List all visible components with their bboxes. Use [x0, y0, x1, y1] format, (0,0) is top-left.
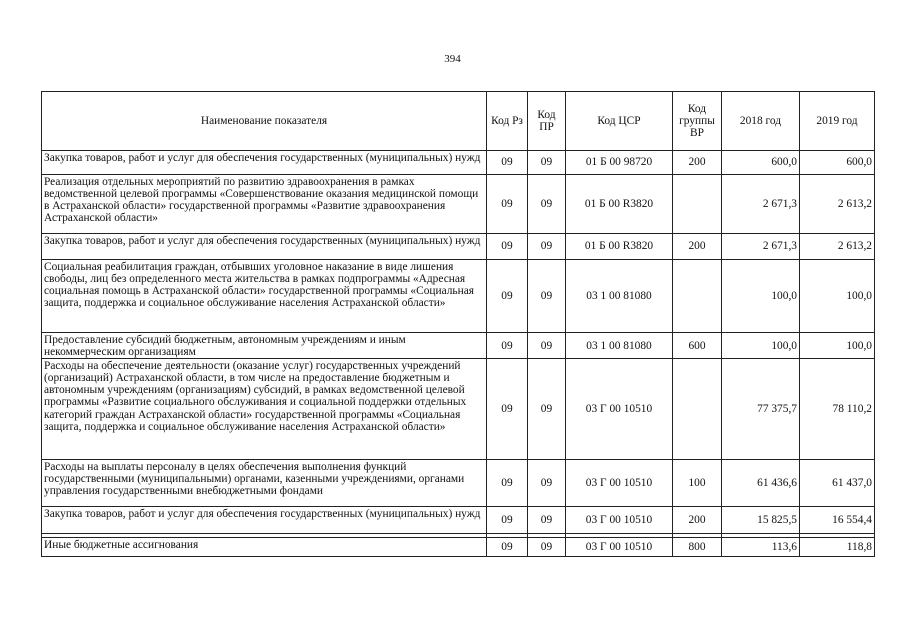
row-pr: 09 — [528, 151, 566, 175]
row-rz: 09 — [487, 234, 528, 260]
row-rz: 09 — [487, 460, 528, 507]
row-2018: 77 375,7 — [722, 359, 800, 460]
row-name: Реализация отдельных мероприятий по развитию здравоохранения в рамках ведомственной целевой программы «Совершенствование оказания медицинской помощи в Астраханской области» государственной программы «Развитие здравоохранения Астраханской области» — [42, 175, 487, 234]
row-2019: 2 613,2 — [800, 234, 875, 260]
table-row — [42, 359, 875, 460]
row-2018: 15 825,5 — [722, 507, 800, 534]
row-csr: 01 Б 00 R3820 — [566, 234, 673, 260]
row-name: Расходы на выплаты персоналу в целях обеспечения выполнения функций государственными (муниципальными) органами, казенными учреждениями, органами управления государственными внебюджетными фондами — [42, 460, 487, 507]
table-row — [42, 507, 875, 534]
row-pr: 09 — [528, 507, 566, 534]
row-rz: 09 — [487, 507, 528, 534]
row-2018: 61 436,6 — [722, 460, 800, 507]
row-vr: 800 — [673, 538, 722, 557]
row-vr — [673, 359, 722, 460]
row-name: Предоставление субсидий бюджетным, автономным учреждениям и иным некоммерческим организациям — [42, 333, 487, 359]
row-pr: 09 — [528, 260, 566, 333]
row-vr: 200 — [673, 234, 722, 260]
row-rz: 09 — [487, 260, 528, 333]
row-rz: 09 — [487, 333, 528, 359]
table-row — [42, 175, 875, 234]
row-vr — [673, 260, 722, 333]
row-vr — [673, 175, 722, 234]
row-rz: 09 — [487, 151, 528, 175]
row-2018: 2 671,3 — [722, 234, 800, 260]
row-2018: 100,0 — [722, 260, 800, 333]
row-name: Социальная реабилитация граждан, отбывших уголовное наказание в виде лишения свободы, лиц без определенного места жительства в рамках подпрограммы «Адресная социальная помощь в Астраханской области» государственной программы «Социальная защита, поддержка и социальное обслуживание населения Астраханской области» — [42, 260, 487, 333]
header-2019: 2019 год — [800, 92, 875, 151]
row-rz: 09 — [487, 538, 528, 557]
row-name: Закупка товаров, работ и услуг для обеспечения государственных (муниципальных) нужд — [42, 151, 487, 175]
header-pr: Код ПР — [528, 92, 566, 151]
budget-table — [41, 91, 875, 557]
row-csr: 03 Г 00 10510 — [566, 538, 673, 557]
row-pr: 09 — [528, 333, 566, 359]
row-name: Закупка товаров, работ и услуг для обеспечения государственных (муниципальных) нужд — [42, 507, 487, 534]
row-rz: 09 — [487, 359, 528, 460]
header-row — [42, 92, 875, 151]
row-2018: 100,0 — [722, 333, 800, 359]
row-csr: 01 Б 00 98720 — [566, 151, 673, 175]
header-rz: Код Рз — [487, 92, 528, 151]
row-2019: 600,0 — [800, 151, 875, 175]
header-csr: Код ЦСР — [566, 92, 673, 151]
header-name: Наименование показателя — [42, 92, 487, 151]
row-2019: 61 437,0 — [800, 460, 875, 507]
row-vr: 200 — [673, 151, 722, 175]
row-name: Расходы на обеспечение деятельности (оказание услуг) государственных учреждений (организаций) Астраханской области, в том числе на предоставление бюджетным и автономным учреждениям (организациям) субсидий, в рамках ведомственной целевой программы «Развитие социального обслуживания и социальной поддержки отдельных категорий граждан Астраханской области» государственной программы «Социальная защита, поддержка и социальное обслуживание населения Астраханской области» — [42, 359, 487, 460]
table-row — [42, 460, 875, 507]
row-vr: 100 — [673, 460, 722, 507]
header-vr: Код группы ВР — [673, 92, 722, 151]
row-vr: 600 — [673, 333, 722, 359]
table-row — [42, 260, 875, 333]
table-row — [42, 151, 875, 175]
row-vr: 200 — [673, 507, 722, 534]
row-pr: 09 — [528, 175, 566, 234]
page-number: 394 — [444, 53, 461, 65]
row-csr: 03 Г 00 10510 — [566, 359, 673, 460]
row-csr: 01 Б 00 R3820 — [566, 175, 673, 234]
table-row — [42, 333, 875, 359]
row-2018: 600,0 — [722, 151, 800, 175]
row-csr: 03 1 00 81080 — [566, 260, 673, 333]
row-name: Закупка товаров, работ и услуг для обеспечения государственных (муниципальных) нужд — [42, 234, 487, 260]
row-2019: 118,8 — [800, 538, 875, 557]
row-pr: 09 — [528, 359, 566, 460]
row-csr: 03 Г 00 10510 — [566, 507, 673, 534]
row-pr: 09 — [528, 538, 566, 557]
row-2019: 100,0 — [800, 260, 875, 333]
table-row — [42, 234, 875, 260]
row-2018: 113,6 — [722, 538, 800, 557]
row-2018: 2 671,3 — [722, 175, 800, 234]
row-name: Иные бюджетные ассигнования — [42, 538, 487, 557]
row-csr: 03 Г 00 10510 — [566, 460, 673, 507]
row-pr: 09 — [528, 460, 566, 507]
row-rz: 09 — [487, 175, 528, 234]
row-2019: 2 613,2 — [800, 175, 875, 234]
table-row — [42, 538, 875, 557]
row-2019: 16 554,4 — [800, 507, 875, 534]
row-csr: 03 1 00 81080 — [566, 333, 673, 359]
row-pr: 09 — [528, 234, 566, 260]
header-2018: 2018 год — [722, 92, 800, 151]
row-2019: 100,0 — [800, 333, 875, 359]
row-2019: 78 110,2 — [800, 359, 875, 460]
